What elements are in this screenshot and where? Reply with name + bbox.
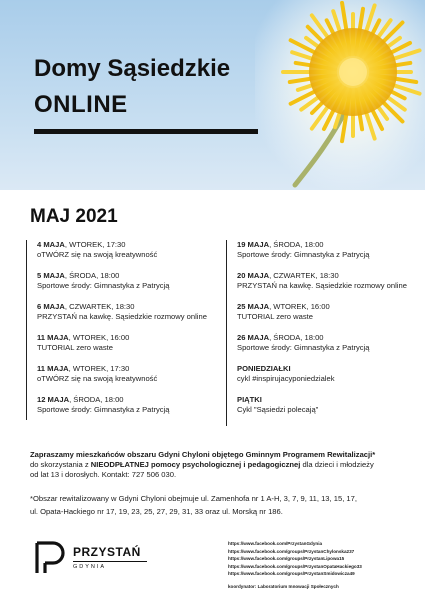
- facebook-link[interactable]: https://www.facebook.com/PrzystanGdynia: [228, 541, 323, 546]
- event-item: [27, 240, 222, 260]
- recurring-desc: Cykl "Sąsiedzi polecają": [237, 405, 319, 414]
- event-date: 12 MAJA: [37, 395, 70, 404]
- recurring-day: PIĄTKI: [237, 395, 262, 404]
- event-item: [27, 271, 222, 291]
- event-date: 20 MAJA: [237, 271, 270, 280]
- event-date: 11 MAJA: [37, 364, 69, 373]
- free-help-bold: NIEODPŁATNEJ pomocy psychologicznej i pedagogicznej: [90, 460, 301, 469]
- info-section: [30, 450, 402, 518]
- event-time: , ŚRODA, 18:00: [64, 271, 120, 280]
- event-date: 4 MAJA: [37, 240, 65, 249]
- coordinator-note: koordynator: Laboratorium Innowacji Społecznych: [228, 583, 339, 589]
- event-date: 6 MAJA: [37, 302, 65, 311]
- schedule-right-column: [226, 240, 425, 426]
- logo-city: GDYNIA: [73, 564, 107, 570]
- recurring-desc: cykl #inspirujacyponiedzialek: [237, 374, 335, 383]
- event-desc: TUTORIAL zero waste: [37, 343, 113, 352]
- recurring-day: PONIEDZIAŁKI: [237, 364, 291, 373]
- event-item: [227, 302, 425, 322]
- event-date: 26 MAJA: [237, 333, 270, 342]
- logo-mark-icon: [33, 540, 67, 576]
- event-desc: Sportowe środy: Gimnastyka z Patrycją: [37, 281, 170, 290]
- recurring-item: [227, 364, 425, 384]
- footnote: [30, 492, 402, 518]
- footnote-line: *Obszar rewitalizowany w Gdyni Chyloni obejmuje ul. Zamenhofa nr 1 A-H, 3, 7, 9, 11, 13, 15, 17,: [30, 494, 357, 503]
- contact-line: od lat 13 i dorosłych. Kontakt: 727 506 030.: [30, 470, 177, 479]
- event-desc: oTWÓRZ się na swoją kreatywność: [37, 250, 158, 259]
- logo-divider: [73, 561, 147, 562]
- event-item: [27, 333, 222, 353]
- invite-paragraph: [30, 450, 402, 480]
- event-time: , CZWARTEK, 18:30: [64, 302, 135, 311]
- hero-banner: [0, 0, 425, 190]
- event-item: [227, 333, 425, 353]
- event-time: , WTOREK, 16:00: [68, 333, 130, 342]
- event-date: 5 MAJA: [37, 271, 65, 280]
- event-item: [227, 240, 425, 260]
- footnote-line: ul. Opata-Hackiego nr 17, 19, 23, 25, 27, 29, 31, 33 oraz ul. Morską nr 186.: [30, 507, 283, 516]
- logo-name: PRZYSTAŃ: [73, 545, 141, 559]
- event-desc: Sportowe środy: Gimnastyka z Patrycją: [237, 250, 370, 259]
- event-time: , ŚRODA, 18:00: [269, 333, 324, 342]
- dandelion-image: [255, 0, 425, 190]
- invite-text: do skorzystania z: [30, 460, 91, 469]
- event-desc: PRZYSTAŃ na kawkę. Sąsiedzkie rozmowy online: [37, 312, 207, 321]
- facebook-links: [228, 540, 418, 591]
- invite-text: dla dzieci i młodzieży: [300, 460, 374, 469]
- invite-bold: Zapraszamy mieszkańców obszaru Gdyni Chyloni objętego Gminnym Programem Rewitalizacji*: [30, 450, 376, 459]
- event-item: [27, 302, 222, 322]
- title-line-2: ONLINE: [34, 91, 128, 118]
- event-desc: TUTORIAL zero waste: [237, 312, 313, 321]
- event-item: [27, 395, 222, 415]
- event-date: 19 MAJA: [237, 240, 270, 249]
- facebook-link[interactable]: https://www.facebook.com/groups/PrzystanLipowa15: [228, 556, 345, 562]
- title-underline: [34, 129, 258, 134]
- month-heading: MAJ 2021: [30, 206, 118, 227]
- schedule-left-column: [26, 240, 222, 420]
- przystan-logo: [33, 540, 153, 576]
- recurring-item: [227, 395, 425, 415]
- event-time: , ŚRODA, 18:00: [69, 395, 124, 404]
- title-line-1: Domy Sąsiedzkie: [34, 55, 231, 82]
- event-time: , WTOREK, 17:30: [68, 364, 130, 373]
- event-desc: Sportowe środy: Gimnastyka z Patrycją: [237, 343, 370, 352]
- event-date: 11 MAJA: [37, 333, 69, 342]
- event-item: [227, 271, 425, 291]
- event-item: [27, 364, 222, 384]
- page-title: [34, 55, 230, 119]
- event-time: , ŚRODA, 18:00: [269, 240, 324, 249]
- event-desc: oTWÓRZ się na swoją kreatywność: [37, 374, 158, 383]
- facebook-link[interactable]: https://www.facebook.com/groups/PrzystanChylonska237: [228, 548, 355, 554]
- event-time: , WTOREK, 16:00: [269, 302, 330, 311]
- event-time: , CZWARTEK, 18:30: [269, 271, 339, 280]
- event-desc: PRZYSTAŃ na kawkę. Sąsiedzkie rozmowy online: [237, 281, 407, 290]
- facebook-link[interactable]: https://www.facebook.com/groups/PrzystanOpataHackiego33: [228, 563, 362, 569]
- facebook-link[interactable]: https://www.facebook.com/groups/PrzystanSmidowicza49: [228, 571, 355, 577]
- event-date: 25 MAJA: [237, 302, 270, 311]
- event-desc: Sportowe środy: Gimnastyka z Patrycją: [37, 405, 170, 414]
- event-time: , WTOREK, 17:30: [64, 240, 126, 249]
